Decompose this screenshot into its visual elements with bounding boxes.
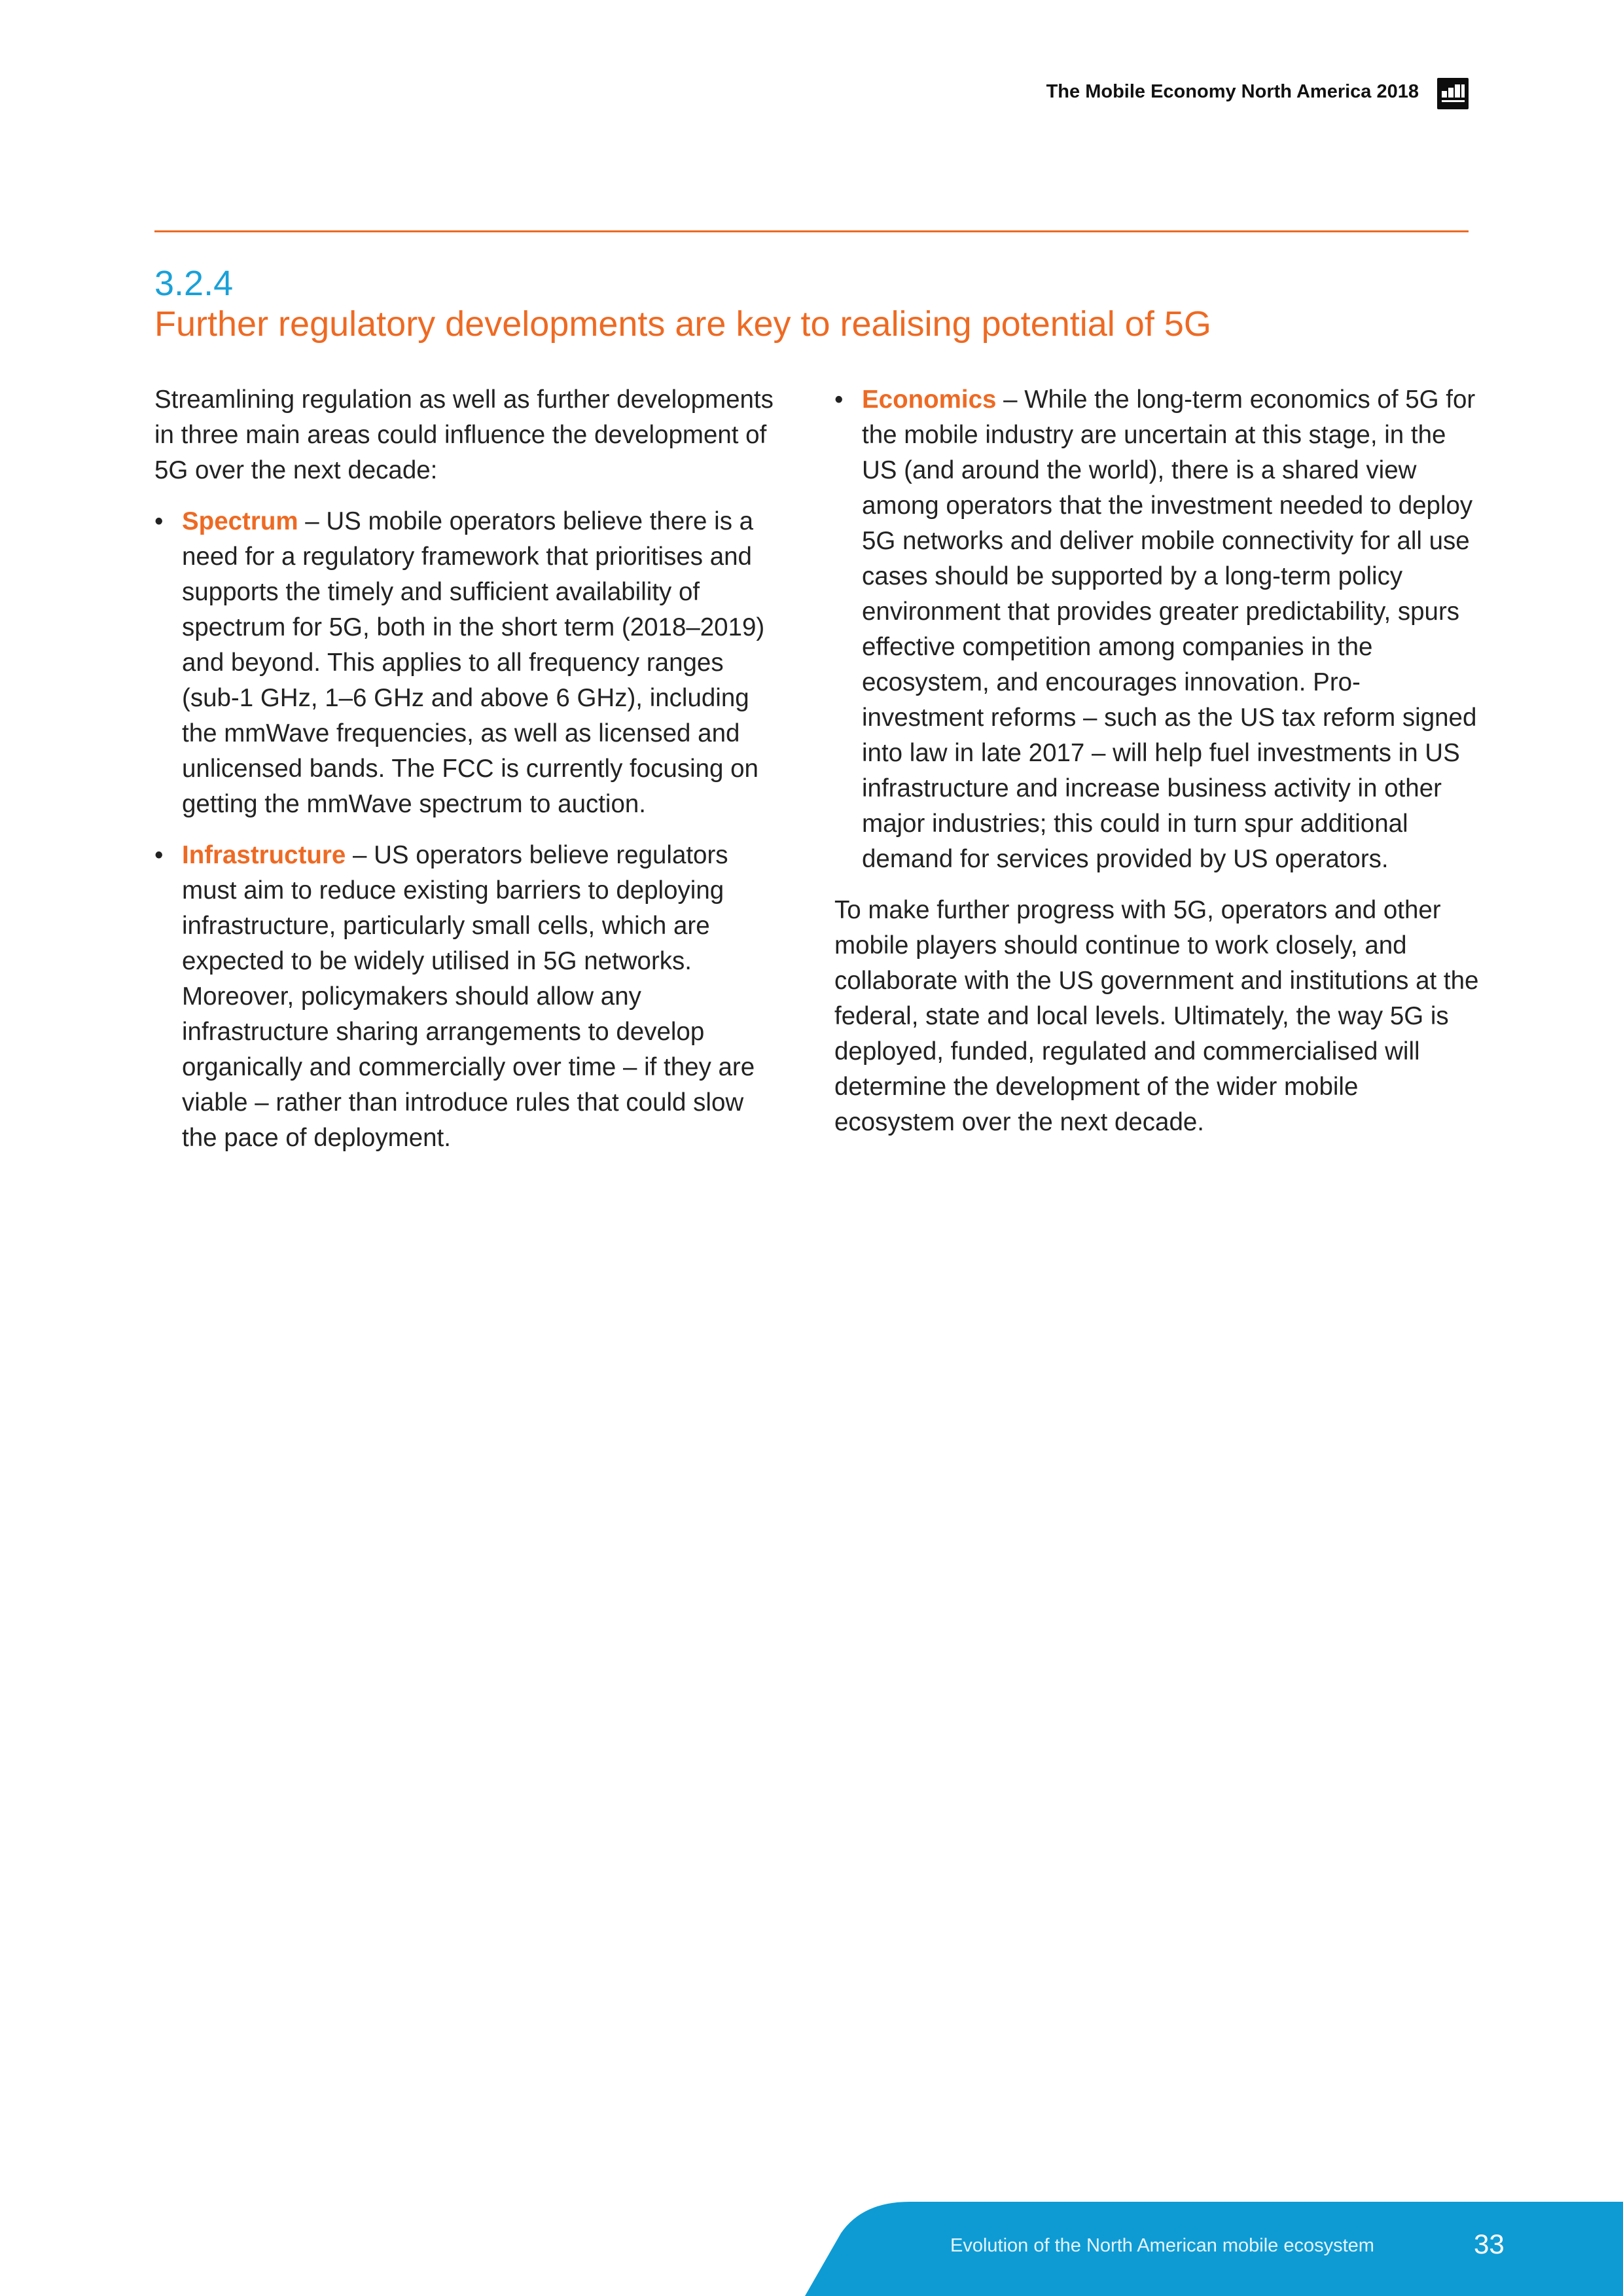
spectrum-text: – US mobile operators believe there is a need for a regulatory framework that prioritises and supports the timely and sufficient availability of spectrum for 5G, both in the short term (2018–2019) and beyond. This applies to all frequency ranges (sub-1 GHz, 1–6 GHz and above 6 GHz), including the mmWave frequencies, as well as licensed and unlicensed bands. The FCC is currently focusing on getting the mmWave spectrum to auction. [182,507,765,818]
economics-text: – While the long-term economics of 5G for the mobile industry are uncertain at this stage, in the US (and around the world), there is a shared view among operators that the investment needed to deploy 5G networks and deliver mobile connectivity for all use cases should be supported by a long-term policy environment that provides greater predictability, spurs effective competition among companies in the ecosystem, and encourages innovation. Pro-investment reforms – such as the US tax reform signed into law in late 2017 – will help fuel investments in US infrastructure and increase business activity in other major industries; this could in turn spur additional demand for services provided by US operators. [862,386,1477,873]
bullet-marker: • [154,841,164,869]
closing-paragraph: To make further progress with 5G, operators and other mobile players should continue to work closely, and collaborate with the US government and institutions at the federal, state and local levels. Ultimately, the way 5G is deployed, funded, regulated and commercialised will determine the development of the wider mobile ecosystem over the next decade. [834,896,1479,1136]
bullet-marker: • [834,386,844,414]
bullet-list-left [154,504,783,1156]
gsma-logo-icon [1437,78,1469,109]
section-divider [154,230,1469,232]
term-spectrum: Spectrum [182,507,298,535]
list-item-economics [834,382,1482,877]
section-number: 3.2.4 [154,264,234,303]
infrastructure-text: – US operators believe regulators must aim to reduce existing barriers to deploying infrastructure, particularly small cells, which are expected to be widely utilised in 5G networks. Moreover, policymakers should allow any infrastructure sharing arrangements to develop organically and commercially over time – if they are viable – rather than introduce rules that could slow the pace of deployment. [182,841,755,1152]
bullet-marker: • [154,507,164,535]
intro-paragraph: Streamlining regulation as well as further developments in three main areas could influence the development of 5G over the next decade: [154,386,774,484]
term-economics: Economics [862,386,997,414]
footer-section-label: Evolution of the North American mobile ecosystem [950,2235,1374,2256]
page-number: 33 [1474,2229,1505,2259]
list-item-infrastructure [154,838,783,1156]
report-title: The Mobile Economy North America 2018 [1046,81,1419,102]
left-column [154,382,783,1172]
list-item-spectrum [154,504,783,822]
bullet-list-right [834,382,1482,877]
term-infrastructure: Infrastructure [182,841,346,869]
right-column [834,382,1482,1156]
section-title: Further regulatory developments are key to realising potential of 5G [154,304,1211,344]
